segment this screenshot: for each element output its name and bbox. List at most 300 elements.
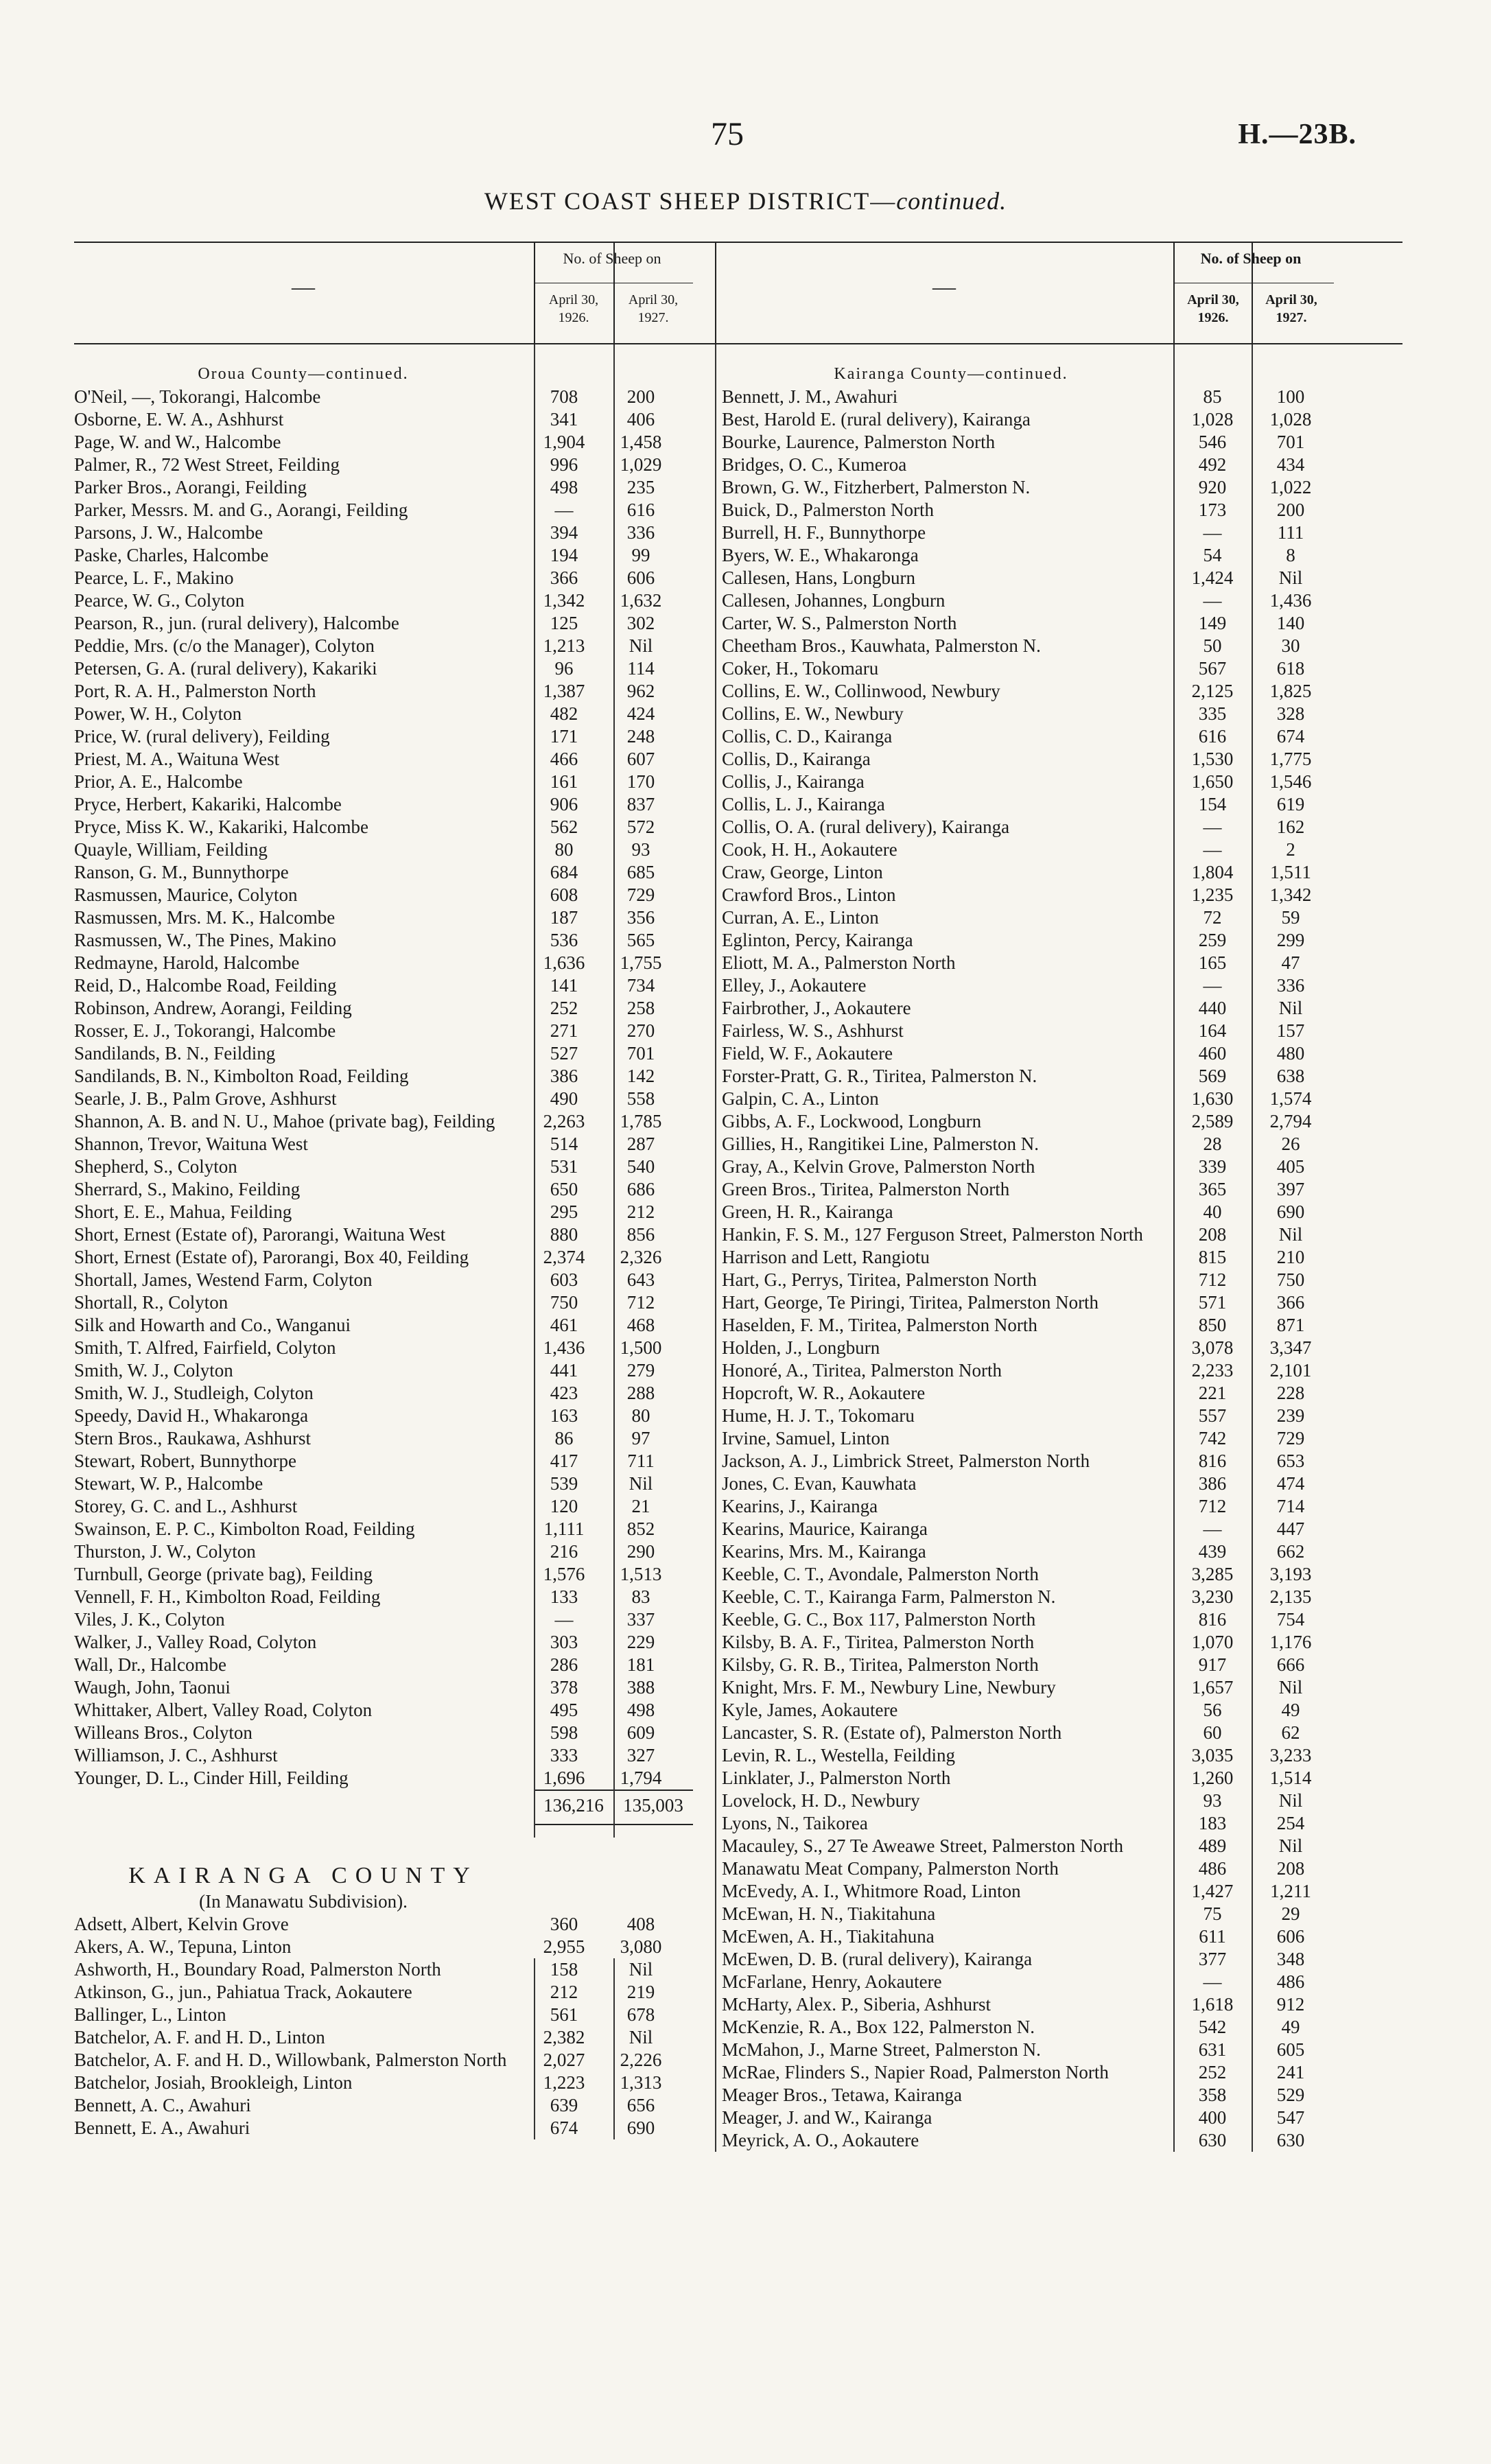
table-row [74, 1913, 767, 1936]
sheep-1927: 572 [626, 817, 655, 837]
sheep-1926: 54 [1203, 545, 1222, 565]
table-row [715, 1088, 1402, 1110]
sheep-1927: 29 [1281, 1903, 1300, 1924]
table-row [74, 974, 767, 997]
owner-name: McKenzie, R. A., Box 122, Palmerston N. [722, 2017, 1035, 2037]
sheep-1926: 531 [550, 1156, 578, 1177]
sheep-1926: 1,618 [1191, 1994, 1234, 2015]
sheep-1926: 400 [1198, 2107, 1227, 2128]
sheep-1927: 690 [626, 2117, 655, 2138]
owner-name: Coker, H., Tokomaru [722, 658, 879, 679]
table-row [715, 1608, 1402, 1631]
col-1926-header: April 30, 1926. [1187, 292, 1239, 325]
table-row [715, 2061, 1402, 2084]
owner-name: Jackson, A. J., Limbrick Street, Palmerston North [722, 1451, 1090, 1471]
owner-name: Power, W. H., Colyton [74, 703, 242, 724]
sheep-1926: 2,027 [543, 2050, 585, 2070]
owner-name: Collins, E. W., Collinwood, Newbury [722, 681, 1000, 701]
sheep-1926: 85 [1203, 386, 1222, 407]
sheep-1927: Nil [1278, 998, 1303, 1018]
left-column [74, 242, 767, 2139]
sheep-1926: 569 [1198, 1066, 1227, 1086]
sheep-1927: 1,176 [1269, 1632, 1312, 1652]
table-row [715, 499, 1402, 521]
sheep-1926: 815 [1198, 1247, 1227, 1267]
table-row [715, 816, 1402, 838]
table-row [74, 1563, 767, 1586]
sheep-1927: 1,458 [620, 432, 662, 452]
sheep-1927: 486 [1276, 1971, 1305, 1992]
sheep-1927: 49 [1281, 2017, 1300, 2037]
right-table-header [715, 242, 1402, 344]
owner-name: Brown, G. W., Fitzherbert, Palmerston N. [722, 477, 1031, 497]
owner-name: Prior, A. E., Halcombe [74, 771, 243, 792]
owner-name: Quayle, William, Feilding [74, 839, 268, 860]
left-table-body [74, 344, 767, 1790]
sheep-1927: 170 [626, 771, 655, 792]
owner-name: Parker, Messrs. M. and G., Aorangi, Feilding [74, 500, 408, 520]
table-row [715, 1767, 1402, 1790]
sheep-1926: 1,427 [1191, 1881, 1234, 1901]
sheep-1927: 685 [626, 862, 655, 882]
owner-name: Carter, W. S., Palmerston North [722, 613, 957, 633]
owner-name: Turnbull, George (private bag), Feilding [74, 1564, 373, 1584]
owner-name: Bennett, J. M., Awahuri [722, 386, 898, 407]
owner-name: Crawford Bros., Linton [722, 884, 896, 905]
title-italic: continued. [896, 187, 1007, 215]
sheep-1926: 492 [1198, 454, 1227, 475]
title-main: WEST COAST SHEEP DISTRICT— [484, 187, 897, 215]
table-row [715, 1676, 1402, 1699]
table-row [74, 476, 767, 499]
sheep-1927: 229 [626, 1632, 655, 1652]
sheep-1927: 656 [626, 2095, 655, 2115]
sheep-1927: 290 [626, 1541, 655, 1562]
table-row [74, 635, 767, 657]
sheep-1926: 2,374 [543, 1247, 585, 1267]
sheep-1926: 850 [1198, 1315, 1227, 1335]
table-row [74, 1110, 767, 1133]
table-row [74, 1291, 767, 1314]
sheep-1926: 708 [550, 386, 578, 407]
sheep-1927: 406 [626, 409, 655, 430]
table-row [74, 1020, 767, 1042]
section-title-kairanga: KAIRANGA COUNTY [128, 1863, 478, 1888]
left-table-body-2 [74, 1862, 767, 2139]
sheep-1926: 164 [1198, 1020, 1227, 1041]
table-row [715, 657, 1402, 680]
table-row [74, 2094, 767, 2117]
table-row [74, 725, 767, 748]
table-row [74, 1382, 767, 1405]
sheep-1926: — [554, 500, 574, 520]
sheep-1927: Nil [1278, 1677, 1303, 1698]
owner-name: Burrell, H. F., Bunnythorpe [722, 522, 926, 543]
table-row [715, 1020, 1402, 1042]
table-row [74, 431, 767, 454]
sheep-1926: 639 [550, 2095, 578, 2115]
sheep-1926: 571 [1198, 1292, 1227, 1313]
table-row [715, 1201, 1402, 1223]
owner-name: Lovelock, H. D., Newbury [722, 1790, 920, 1811]
sheep-count-header: No. of Sheep on [563, 250, 661, 267]
owner-name: Cook, H. H., Aokautere [722, 839, 897, 860]
table-row [715, 1925, 1402, 1948]
sheep-1927: 328 [1276, 703, 1305, 724]
owner-name: Pearson, R., jun. (rural delivery), Halcombe [74, 613, 399, 633]
sheep-1926: 212 [550, 1982, 578, 2002]
owner-name: Rasmussen, Maurice, Colyton [74, 884, 298, 905]
sheep-1926: 1,260 [1191, 1768, 1234, 1788]
table-row [715, 1314, 1402, 1337]
owner-name: Haselden, F. M., Tiritea, Palmerston North [722, 1315, 1037, 1335]
left-table-header [74, 242, 767, 344]
sheep-1926: — [1203, 975, 1222, 996]
owner-name: Viles, J. K., Colyton [74, 1609, 225, 1630]
table-row [74, 680, 767, 703]
sheep-1926: 259 [1198, 930, 1227, 950]
owner-name: Knight, Mrs. F. M., Newbury Line, Newbury [722, 1677, 1056, 1698]
table-row [74, 1178, 767, 1201]
table-row [715, 476, 1402, 499]
sheep-1927: 856 [626, 1224, 655, 1245]
table-row [715, 884, 1402, 906]
table-row [715, 861, 1402, 884]
sheep-1927: 2,226 [620, 2050, 662, 2070]
owner-name: Shepherd, S., Colyton [74, 1156, 237, 1177]
owner-name: McEwen, A. H., Tiakitahuna [722, 1926, 935, 1947]
sheep-1926: 40 [1203, 1201, 1222, 1222]
sheep-1927: 630 [1276, 2130, 1305, 2150]
document-code: H.—23B. [1238, 119, 1357, 150]
table-row [74, 408, 767, 431]
owner-name: Peddie, Mrs. (c/o the Manager), Colyton [74, 635, 375, 656]
owner-name: Pryce, Herbert, Kakariki, Halcombe [74, 794, 342, 814]
table-row [74, 1450, 767, 1472]
sheep-1927: 337 [626, 1609, 655, 1630]
table-row [74, 1540, 767, 1563]
table-row [74, 703, 767, 725]
sheep-1927: 140 [1276, 613, 1305, 633]
sheep-1926: 194 [550, 545, 578, 565]
owner-name: Rosser, E. J., Tokorangi, Halcombe [74, 1020, 336, 1041]
table-row [715, 2107, 1402, 2129]
owner-name: Hopcroft, W. R., Aokautere [722, 1383, 926, 1403]
sheep-1926: 567 [1198, 658, 1227, 679]
owner-name: Callesen, Hans, Longburn [722, 567, 915, 588]
sheep-1926: 611 [1199, 1926, 1226, 1947]
sheep-1926: 917 [1198, 1654, 1227, 1675]
owner-name: Keeble, G. C., Box 117, Palmerston North [722, 1609, 1036, 1630]
table-row [74, 1246, 767, 1269]
sheep-1927: 605 [1276, 2039, 1305, 2060]
sheep-1926: 461 [550, 1315, 578, 1335]
sheep-1926: 495 [550, 1700, 578, 1720]
owner-name: Stewart, Robert, Bunnythorpe [74, 1451, 296, 1471]
table-row [74, 906, 767, 929]
table-row [715, 1472, 1402, 1495]
sheep-1927: 1,513 [620, 1564, 662, 1584]
table-row [74, 929, 767, 952]
table-row [715, 612, 1402, 635]
sheep-1927: 558 [626, 1088, 655, 1109]
sheep-1927: 62 [1281, 1722, 1300, 1743]
col-1927-header: April 30, 1927. [628, 292, 679, 325]
sheep-1927: 1,436 [1269, 590, 1312, 611]
sheep-1927: Nil [629, 2027, 653, 2048]
table-row [715, 1835, 1402, 1857]
sheep-1927: 498 [626, 1700, 655, 1720]
sheep-1926: 742 [1198, 1428, 1227, 1448]
table-row [715, 567, 1402, 589]
sheep-1927: 228 [1276, 1383, 1305, 1403]
owner-name: Batchelor, Josiah, Brookleigh, Linton [74, 2072, 353, 2093]
table-row [715, 838, 1402, 861]
table-row [715, 906, 1402, 929]
sheep-1927: 1,500 [620, 1337, 662, 1358]
table-row [715, 1518, 1402, 1540]
table-row [715, 1042, 1402, 1065]
sheep-1926: 536 [550, 930, 578, 950]
table-row [715, 929, 1402, 952]
sheep-1927: 157 [1276, 1020, 1305, 1041]
table-row [74, 1472, 767, 1495]
sheep-1927: Nil [1278, 567, 1303, 588]
sheep-1926: 252 [550, 998, 578, 1018]
sheep-1927: 327 [626, 1745, 655, 1765]
owner-name: Willeans Bros., Colyton [74, 1722, 253, 1743]
owner-name: Younger, D. L., Cinder Hill, Feilding [74, 1768, 349, 1788]
sheep-1927: 678 [626, 2004, 655, 2025]
owner-name: Gillies, H., Rangitikei Line, Palmerston N. [722, 1134, 1039, 1154]
owner-name: Meager Bros., Tetawa, Kairanga [722, 2085, 962, 2105]
col-1927-header: April 30, 1927. [1265, 292, 1317, 325]
sheep-1927: 397 [1276, 1179, 1305, 1199]
sheep-1926: 1,028 [1191, 409, 1234, 430]
sheep-1927: 142 [626, 1066, 655, 1086]
owner-name: Manawatu Meat Company, Palmerston North [722, 1858, 1059, 1879]
table-row [74, 1359, 767, 1382]
table-row [74, 793, 767, 816]
sheep-1927: 1,825 [1269, 681, 1312, 701]
sheep-1926: 546 [1198, 432, 1227, 452]
table-row [715, 1812, 1402, 1835]
table-row [715, 544, 1402, 567]
sheep-1926: 335 [1198, 703, 1227, 724]
owner-name: Storey, G. C. and L., Ashhurst [74, 1496, 298, 1516]
sheep-1926: 1,424 [1191, 567, 1234, 588]
table-row [715, 1540, 1402, 1563]
name-column-header: — [932, 274, 956, 300]
table-row [715, 1382, 1402, 1405]
sheep-1926: 712 [1198, 1496, 1227, 1516]
sheep-1927: 80 [631, 1405, 650, 1426]
sheep-1927: 219 [626, 1982, 655, 2002]
owner-name: Ranson, G. M., Bunnythorpe [74, 862, 289, 882]
sheep-1927: 690 [1276, 1201, 1305, 1222]
sheep-1927: 408 [626, 1914, 655, 1934]
table-row [74, 612, 767, 635]
table-row [715, 1065, 1402, 1088]
sheep-1927: 288 [626, 1383, 655, 1403]
sheep-1926: 28 [1203, 1134, 1222, 1154]
sheep-1926: 3,078 [1191, 1337, 1234, 1358]
sheep-1927: 21 [631, 1496, 650, 1516]
table-row [715, 1971, 1402, 1993]
sheep-1926: — [1203, 522, 1222, 543]
sheep-1927: 565 [626, 930, 655, 950]
sheep-1927: 2,135 [1269, 1586, 1312, 1607]
sheep-1926: 60 [1203, 1722, 1222, 1743]
owner-name: Linklater, J., Palmerston North [722, 1768, 951, 1788]
sheep-1926: — [1203, 817, 1222, 837]
sheep-1927: 2 [1286, 839, 1295, 860]
owner-name: Eglinton, Percy, Kairanga [722, 930, 913, 950]
table-row [715, 1699, 1402, 1722]
sheep-1926: 486 [1198, 1858, 1227, 1879]
table-row [74, 1631, 767, 1654]
sheep-1927: 607 [626, 749, 655, 769]
owner-name: Harrison and Lett, Rangiotu [722, 1247, 930, 1267]
sheep-1926: 603 [550, 1269, 578, 1290]
sheep-1927: 912 [1276, 1994, 1305, 2015]
owner-name: Keeble, C. T., Avondale, Palmerston North [722, 1564, 1039, 1584]
owner-name: Galpin, C. A., Linton [722, 1088, 879, 1109]
sheep-1927: 2,794 [1269, 1111, 1312, 1131]
total-1927: 135,003 [623, 1795, 683, 1816]
owner-name: Walker, J., Valley Road, Colyton [74, 1632, 317, 1652]
table-row [74, 1088, 767, 1110]
table-row [74, 1337, 767, 1359]
sheep-1927: 200 [626, 386, 655, 407]
sheep-1926: 616 [1198, 726, 1227, 747]
sheep-1927: 241 [1276, 2062, 1305, 2082]
owner-name: Green Bros., Tiritea, Palmerston North [722, 1179, 1010, 1199]
owner-name: Shannon, A. B. and N. U., Mahoe (private bag), Feilding [74, 1111, 495, 1131]
sheep-1926: 514 [550, 1134, 578, 1154]
sheep-1927: Nil [629, 635, 653, 656]
table-row [74, 952, 767, 974]
sheep-1927: 348 [1276, 1949, 1305, 1969]
owner-name: Petersen, G. A. (rural delivery), Kakariki [74, 658, 377, 679]
table-row [715, 1291, 1402, 1314]
table-row [74, 2026, 767, 2049]
sheep-1926: 358 [1198, 2085, 1227, 2105]
owner-name: Osborne, E. W. A., Ashhurst [74, 409, 284, 430]
totals-row [74, 1790, 767, 1838]
owner-name: Honoré, A., Tiritea, Palmerston North [722, 1360, 1002, 1381]
sheep-1927: 1,022 [1269, 477, 1312, 497]
owner-name: Batchelor, A. F. and H. D., Linton [74, 2027, 325, 2048]
sheep-1927: 3,347 [1269, 1337, 1312, 1358]
owner-name: Searle, J. B., Palm Grove, Ashhurst [74, 1088, 337, 1109]
sheep-1927: 114 [627, 658, 655, 679]
sheep-1927: 701 [626, 1043, 655, 1064]
table-row [74, 1155, 767, 1178]
sheep-1927: 388 [626, 1677, 655, 1698]
owner-name: McHarty, Alex. P., Siberia, Ashhurst [722, 1994, 991, 2015]
table-row [715, 1269, 1402, 1291]
owner-name: Reid, D., Halcombe Road, Feilding [74, 975, 337, 996]
table-row [74, 1314, 767, 1337]
sheep-1926: 527 [550, 1043, 578, 1064]
table-row [74, 1427, 767, 1450]
sheep-1927: 405 [1276, 1156, 1305, 1177]
sheep-1926: 378 [550, 1677, 578, 1698]
owner-name: Page, W. and W., Halcombe [74, 432, 281, 452]
sheep-1926: 816 [1198, 1609, 1227, 1630]
sheep-1926: 466 [550, 749, 578, 769]
owner-name: McMahon, J., Marne Street, Palmerston N. [722, 2039, 1041, 2060]
table-row [715, 1993, 1402, 2016]
sheep-1926: 880 [550, 1224, 578, 1245]
owner-name: Smith, W. J., Studleigh, Colyton [74, 1383, 314, 1403]
sheep-1927: 714 [1276, 1496, 1305, 1516]
table-row [74, 544, 767, 567]
table-row [715, 1110, 1402, 1133]
sheep-1926: 286 [550, 1654, 578, 1675]
sheep-1926: 1,630 [1191, 1088, 1234, 1109]
sheep-1927: 279 [626, 1360, 655, 1381]
sheep-1926: 360 [550, 1914, 578, 1934]
table-row [715, 1654, 1402, 1676]
sheep-count-header: No. of Sheep on [1200, 250, 1302, 267]
sheep-1926: — [1203, 839, 1222, 860]
sheep-1926: 208 [1198, 1224, 1227, 1245]
sheep-1927: 336 [626, 522, 655, 543]
owner-name: Kearins, Maurice, Kairanga [722, 1518, 928, 1539]
sheep-1927: 1,546 [1269, 771, 1312, 792]
sheep-1927: 729 [1276, 1428, 1305, 1448]
sheep-1926: 1,111 [543, 1518, 585, 1539]
owner-name: Palmer, R., 72 West Street, Feilding [74, 454, 340, 475]
sheep-1926: 598 [550, 1722, 578, 1743]
table-row [715, 1223, 1402, 1246]
sheep-1926: 1,213 [543, 635, 585, 656]
sheep-1926: 75 [1203, 1903, 1222, 1924]
owner-name: Kyle, James, Aokautere [722, 1700, 898, 1720]
table-row [715, 1586, 1402, 1608]
sheep-1927: 609 [626, 1722, 655, 1743]
table-row [74, 2049, 767, 2072]
sheep-1927: 962 [626, 681, 655, 701]
table-row [715, 1631, 1402, 1654]
owner-name: Bridges, O. C., Kumeroa [722, 454, 907, 475]
table-row [715, 725, 1402, 748]
owner-name: Curran, A. E., Linton [722, 907, 879, 928]
owner-name: Collins, E. W., Newbury [722, 703, 904, 724]
owner-name: Pearce, L. F., Makino [74, 567, 234, 588]
owner-name: Byers, W. E., Whakaronga [722, 545, 919, 565]
sheep-1927: 239 [1276, 1405, 1305, 1426]
sheep-1926: 816 [1198, 1451, 1227, 1471]
table-row [74, 1958, 767, 1981]
sheep-1926: 489 [1198, 1835, 1227, 1856]
sheep-1927: 200 [1276, 500, 1305, 520]
sheep-1927: 100 [1276, 386, 1305, 407]
sheep-1926: 86 [554, 1428, 574, 1448]
name-column-header: — [292, 274, 315, 300]
sheep-1927: 729 [626, 884, 655, 905]
owner-name: McEwan, H. N., Tiakitahuna [722, 1903, 936, 1924]
owner-name: Wall, Dr., Halcombe [74, 1654, 227, 1675]
table-row [74, 1495, 767, 1518]
sheep-1927: 1,211 [1270, 1881, 1311, 1901]
owner-name: Eliott, M. A., Palmerston North [722, 952, 956, 973]
sheep-1926: 171 [550, 726, 578, 747]
sheep-1927: 111 [1277, 522, 1304, 543]
owner-name: Jones, C. Evan, Kauwhata [722, 1473, 917, 1494]
